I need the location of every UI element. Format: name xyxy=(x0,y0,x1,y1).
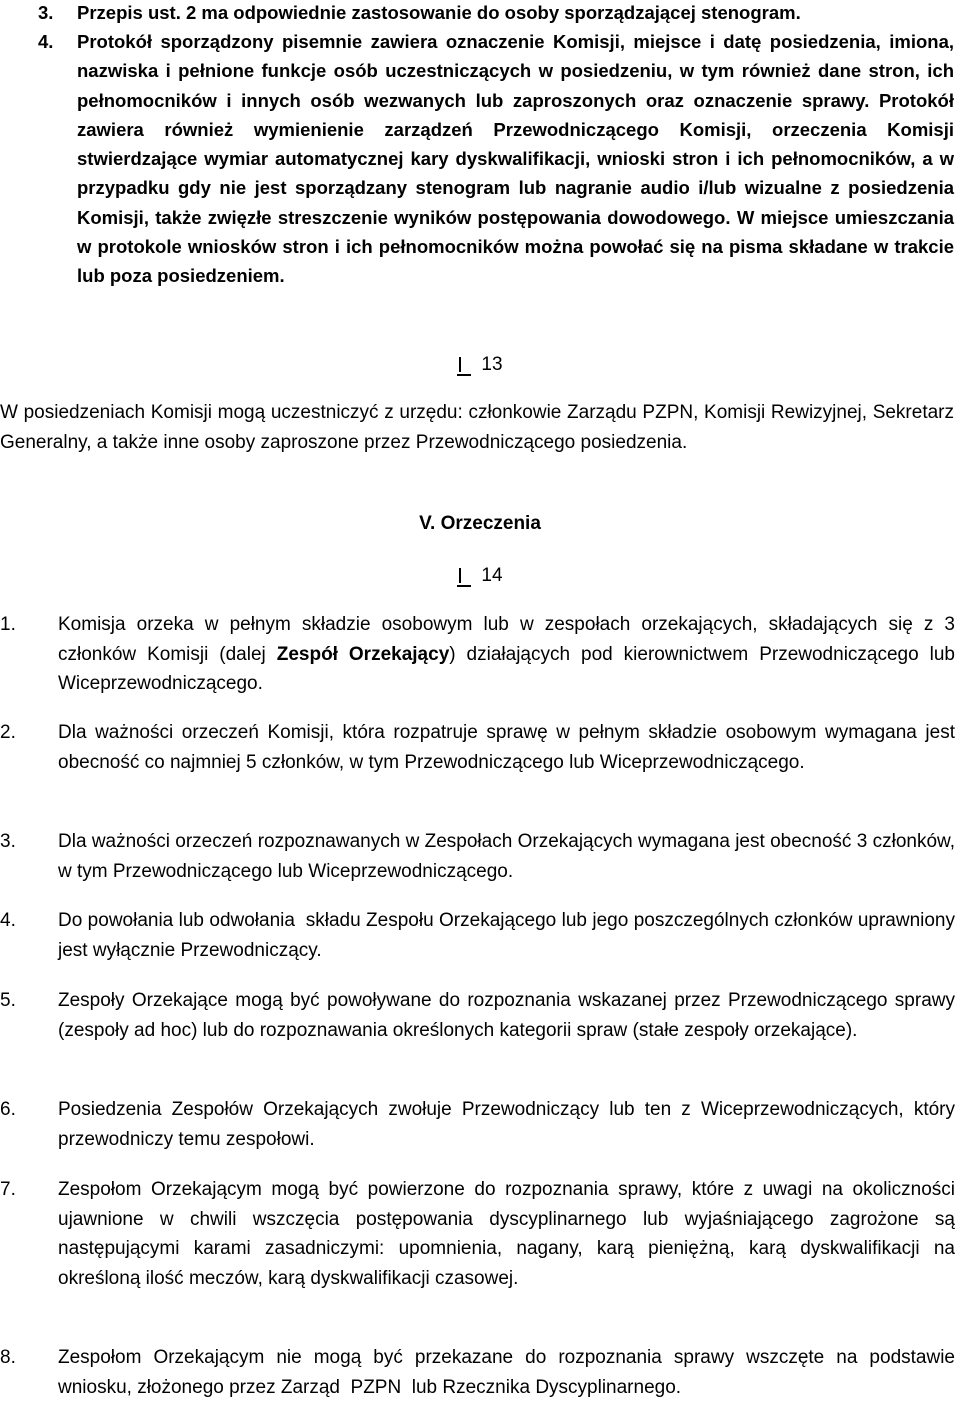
item-text: Posiedzenia Zespołów Orzekających zwołuje Przewodniczący lub ten z Wiceprzewodniczących, który przewodniczy temu zespołowi. xyxy=(58,1099,955,1150)
protocol-orders-text: Protokół zawiera również wymienienie zarządzeń Przewodniczącego Komisji, orzeczenia Komisji stwierdzające wymiar automatycznej kary dyskwalifikacji, wnioski stron i ich pełnomocników, a w przypadku gdy nie jest sporządzany stenogram lub nagranie audio i/lub wizualne z posiedzenia Komisji, także zwięzłe streszczenie wyników postępowania dowodowego. xyxy=(77,89,954,228)
protocol-motions-text: W miejsce umieszczania w protokole wniosków stron i ich pełnomocników można powołać się na pisma składane w trakcie lub poza posiedzeniem. xyxy=(77,206,955,287)
item-text-emphasis: Zespół Orzekający xyxy=(276,643,450,665)
paragraph-sign-icon xyxy=(457,357,471,373)
item-number: 8. xyxy=(0,1347,16,1368)
section-13-paragraph xyxy=(0,398,954,457)
item-number: 5. xyxy=(0,990,16,1011)
protocol-contents-text: Protokół sporządzony pisemnie zawiera oznaczenie Komisji, miejsce i datę posiedzenia, imiona, nazwiska i pełnione funkcje osób uczestniczących w posiedzeniu, w tym również dane stron, ich pełnomocników i innych osób wezwanych lub zaproszonych oraz oznaczenie sprawy. xyxy=(77,31,954,111)
list-item-text: Przepis ust. 2 ma odpowiednie zastosowanie do osoby sporządzającej stenogram. xyxy=(77,2,801,23)
item-text xyxy=(58,610,955,699)
item-text: Zespołom Orzekającym mogą być powierzone do rozpoznania sprawy, które z uwagi na okoliczności ujawnione w chwili wszczęcia postępowania dyscyplinarnego lub wyjaśniającego zagrożone są następującymi karami zasadniczymi: upomnienia, nagany, karą pieniężną, karą dyskwalifikacji na określoną ilość meczów, karą dyskwalifikacji czasowej. xyxy=(58,1179,955,1289)
item-number: 7. xyxy=(0,1179,16,1200)
section-13-heading xyxy=(0,352,960,378)
list-item-number: 3. xyxy=(38,2,54,23)
item-number: 2. xyxy=(0,722,16,743)
list-item-number: 4. xyxy=(38,31,54,52)
item-text: Dla ważności orzeczeń Komisji, która rozpatruje sprawę w pełnym składzie osobowym wymagana jest obecność co najmniej 5 członków, w tym Przewodniczącego lub Wiceprzewodniczącego. xyxy=(58,722,955,773)
item-text: Dla ważności orzeczeń rozpoznawanych w Zespołach Orzekających wymagana jest obecność 3 członków, w tym Przewodniczącego lub Wiceprzewodniczącego. xyxy=(58,831,955,882)
item-number: 3. xyxy=(0,831,16,852)
chapter-title-text: V. Orzeczenia xyxy=(419,513,541,534)
item-text: Zespoły Orzekające mogą być powoływane do rozpoznania wskazanej przez Przewodniczącego sprawy (zespoły ad hoc) lub do rozpoznawania określonych kategorii spraw (stałe zespoły orzekające). xyxy=(58,990,955,1041)
item-number: 4. xyxy=(0,910,16,931)
section-number: 13 xyxy=(481,354,503,375)
section-14-heading xyxy=(0,563,960,589)
item-number: 6. xyxy=(0,1099,16,1120)
item-text: Zespołom Orzekającym nie mogą być przekazane do rozpoznania sprawy wszczęte na podstawie wniosku, złożonego przez Zarząd PZPN lub Rzecznika Dyscyplinarnego. xyxy=(58,1347,960,1398)
chapter-title xyxy=(0,511,960,537)
section-number: 14 xyxy=(481,565,503,586)
item-number: 1. xyxy=(0,614,16,635)
item-text: Do powołania lub odwołania składu Zespołu Orzekającego lub jego poszczególnych członków uprawniony jest wyłącznie Przewodniczący. xyxy=(58,910,960,961)
item-text-part: Komisja orzeka w pełnym składzie osobowym lub w zespołach orzekających, składających się z 3 członków Komisji (dalej xyxy=(58,614,955,665)
section-13-text: W posiedzeniach Komisji mogą uczestniczyć z urzędu: członkowie Zarządu PZPN, Komisji Rewizyjnej, Sekretarz Generalny, a także inne osoby zaproszone przez Przewodniczącego posiedzenia. xyxy=(0,402,954,453)
list-item-3 xyxy=(0,0,960,26)
item-text-part: ) działających pod kierownictwem Przewodniczącego lub Wiceprzewodniczącego. xyxy=(58,643,955,694)
paragraph-sign-icon xyxy=(457,568,471,584)
list-item-text xyxy=(77,27,954,291)
